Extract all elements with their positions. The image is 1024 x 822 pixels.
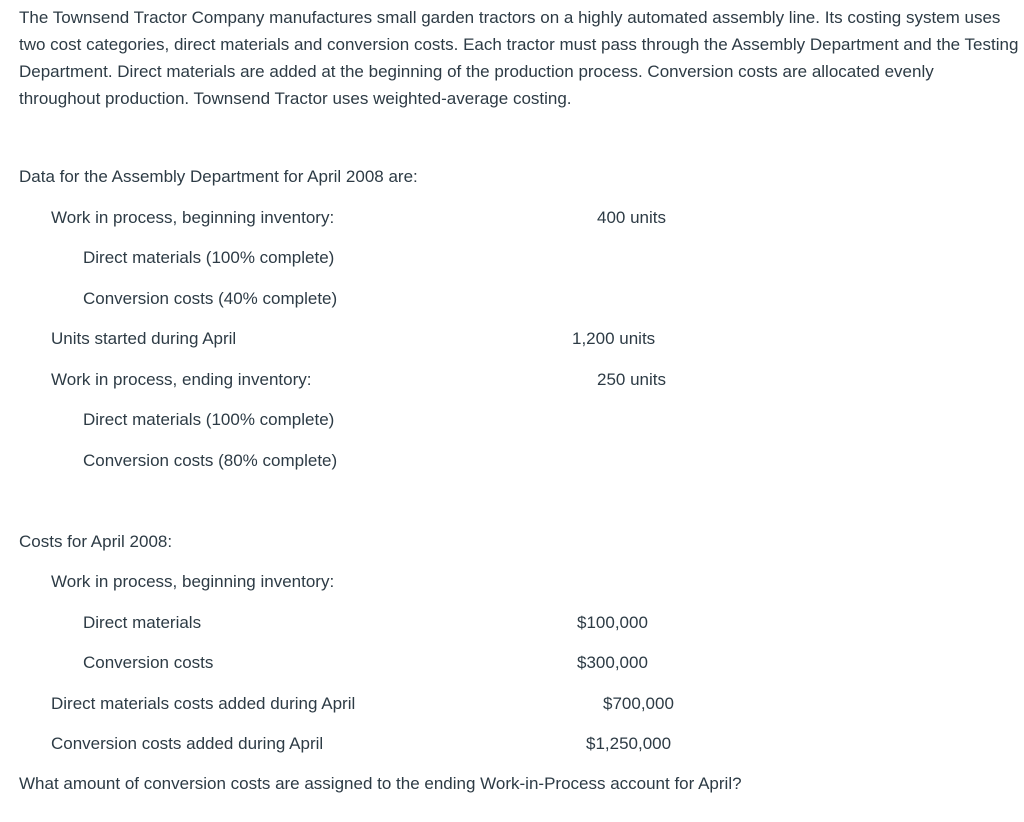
- question-text: What amount of conversion costs are assigned to the ending Work-in-Process account for April?: [19, 774, 742, 793]
- dm-added-value: $700,000: [603, 694, 674, 713]
- wip-end-units: 250 units: [597, 370, 666, 389]
- cc-begin-label: Conversion costs (40% complete): [83, 289, 338, 308]
- problem-intro: The Townsend Tractor Company manufactures small garden tractors on a highly automated assembly line. Its costing system uses two cost categories, direct materials and conversion costs. Each tractor must pass through the Assembly Department and the Testing Department. Direct materials are added at the beginning of the production process. Conversion costs are allocated evenly throughout production. Townsend Tractor uses weighted-average costing.: [19, 8, 1019, 108]
- cc-cost-value: $300,000: [577, 653, 648, 672]
- cc-added-label: Conversion costs added during April: [51, 734, 324, 753]
- dm-cost-label: Direct materials: [83, 613, 202, 632]
- wip-begin-label: Work in process, beginning inventory:: [51, 208, 335, 227]
- dm-added-label: Direct materials costs added during April: [51, 694, 356, 713]
- assembly-heading: Data for the Assembly Department for April 2008 are:: [19, 167, 418, 186]
- cc-end-label: Conversion costs (80% complete): [83, 451, 338, 470]
- dm-begin-label: Direct materials (100% complete): [83, 248, 335, 267]
- costs-wip-begin-label: Work in process, beginning inventory:: [51, 572, 335, 591]
- units-started-label: Units started during April: [51, 329, 237, 348]
- dm-cost-value: $100,000: [577, 613, 648, 632]
- wip-begin-units: 400 units: [597, 208, 666, 227]
- cc-added-value: $1,250,000: [586, 734, 672, 753]
- costs-heading: Costs for April 2008:: [19, 532, 173, 551]
- cc-cost-label: Conversion costs: [83, 653, 214, 672]
- dm-end-label: Direct materials (100% complete): [83, 410, 335, 429]
- wip-end-label: Work in process, ending inventory:: [51, 370, 312, 389]
- units-started-value: 1,200 units: [572, 329, 656, 348]
